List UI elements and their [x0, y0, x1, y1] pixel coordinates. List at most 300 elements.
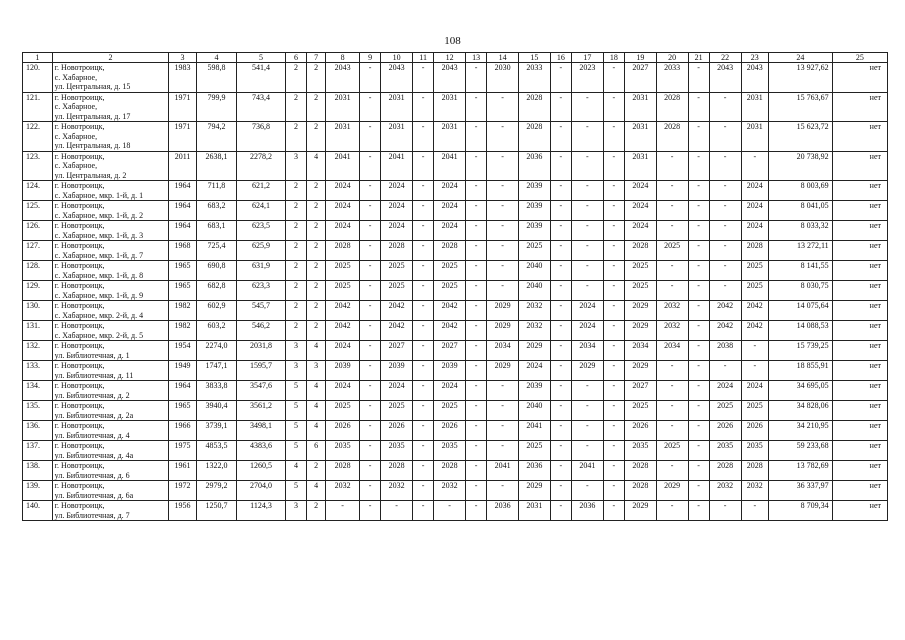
value-cell: 5	[285, 401, 306, 421]
value-cell: -	[603, 501, 624, 521]
value-cell: -	[487, 241, 519, 261]
value-cell: 598,8	[196, 63, 236, 93]
value-cell: -	[487, 481, 519, 501]
address-line: г. Новотроицк,	[54, 151, 105, 161]
value-cell: 2011	[169, 151, 197, 181]
cost-cell: 15 763,67	[769, 92, 833, 122]
address-line: г. Новотроицк,	[54, 63, 105, 72]
value-cell: -	[688, 122, 709, 152]
value-cell: -	[603, 461, 624, 481]
value-cell: -	[688, 361, 709, 381]
value-cell: -	[688, 92, 709, 122]
value-cell: -	[550, 421, 571, 441]
value-cell: 2979,2	[196, 481, 236, 501]
value-cell: 2043	[709, 63, 741, 93]
address-line: с. Хабарное,	[54, 161, 98, 170]
value-cell: 690,8	[196, 261, 236, 281]
address-line: г. Новотроицк,	[54, 501, 105, 510]
column-number-cell: 10	[381, 53, 413, 63]
value-cell: -	[741, 361, 769, 381]
value-cell: 2040	[518, 281, 550, 301]
value-cell: 2	[285, 201, 306, 221]
column-number-cell: 11	[413, 53, 434, 63]
value-cell: 2042	[381, 321, 413, 341]
value-cell: 2034	[624, 341, 656, 361]
value-cell: -	[550, 361, 571, 381]
row-number-cell: 120.	[23, 63, 53, 93]
table-row	[23, 221, 888, 241]
value-cell: 2025	[381, 281, 413, 301]
status-cell: нет	[832, 441, 887, 461]
value-cell: -	[487, 122, 519, 152]
column-number-cell: 16	[550, 53, 571, 63]
value-cell: 2028	[624, 461, 656, 481]
value-cell: 2025	[624, 401, 656, 421]
value-cell: -	[413, 63, 434, 93]
address-line: с. Хабарное,	[54, 131, 98, 141]
status-cell: нет	[832, 261, 887, 281]
value-cell: 2028	[434, 461, 466, 481]
column-number-cell: 2	[52, 53, 169, 63]
value-cell: 2024	[741, 181, 769, 201]
value-cell: 2025	[709, 401, 741, 421]
value-cell: -	[603, 341, 624, 361]
address-cell	[52, 461, 169, 481]
column-number-cell: 12	[434, 53, 466, 63]
value-cell: 2042	[434, 321, 466, 341]
value-cell: 3	[307, 361, 326, 381]
value-cell: 4	[307, 481, 326, 501]
column-number-cell: 18	[603, 53, 624, 63]
address-line: ул. Библиотечная, д. 11	[54, 370, 134, 380]
value-cell: 2029	[624, 321, 656, 341]
value-cell: -	[487, 261, 519, 281]
value-cell: 2	[307, 241, 326, 261]
cost-cell: 8 709,34	[769, 501, 833, 521]
value-cell: -	[550, 122, 571, 152]
value-cell: 2033	[518, 63, 550, 93]
cost-cell: 15 623,72	[769, 122, 833, 152]
cost-cell: 34 210,95	[769, 421, 833, 441]
value-cell: -	[603, 221, 624, 241]
row-number-cell: 139.	[23, 481, 53, 501]
address-line: с. Хабарное, мкр. 1-й, д. 9	[54, 290, 144, 300]
value-cell: -	[603, 381, 624, 401]
table-row	[23, 122, 888, 152]
value-cell: -	[360, 461, 381, 481]
value-cell: 2025	[326, 261, 360, 281]
value-cell: -	[688, 321, 709, 341]
value-cell: -	[603, 301, 624, 321]
value-cell: 2039	[518, 221, 550, 241]
value-cell: 1260,5	[237, 461, 286, 481]
value-cell: -	[550, 63, 571, 93]
value-cell: -	[603, 401, 624, 421]
value-cell: 2032	[709, 481, 741, 501]
value-cell: 2042	[741, 301, 769, 321]
status-cell: нет	[832, 301, 887, 321]
value-cell: 2024	[381, 221, 413, 241]
value-cell: 1983	[169, 63, 197, 93]
value-cell: -	[656, 361, 688, 381]
value-cell: 1964	[169, 181, 197, 201]
column-number-cell: 20	[656, 53, 688, 63]
value-cell: -	[571, 421, 603, 441]
value-cell: 4	[307, 341, 326, 361]
value-cell: 4383,6	[237, 441, 286, 461]
address-line: ул. Библиотечная, д. 1	[54, 350, 130, 360]
value-cell: -	[603, 151, 624, 181]
value-cell: -	[656, 151, 688, 181]
row-number-cell: 133.	[23, 361, 53, 381]
value-cell: -	[571, 381, 603, 401]
value-cell: -	[603, 241, 624, 261]
value-cell: -	[550, 301, 571, 321]
cost-cell: 36 337,97	[769, 481, 833, 501]
address-line: ул. Центральная, д. 2	[54, 170, 127, 180]
status-cell: нет	[832, 221, 887, 241]
value-cell: -	[550, 92, 571, 122]
table-row	[23, 421, 888, 441]
address-line: г. Новотроицк,	[54, 301, 105, 310]
value-cell: 2040	[518, 401, 550, 421]
address-line: с. Хабарное, мкр. 1-й, д. 7	[54, 250, 144, 260]
address-line: ул. Библиотечная, д. 2а	[54, 410, 134, 420]
value-cell: 2026	[624, 421, 656, 441]
value-cell: 2031,8	[237, 341, 286, 361]
value-cell: 2026	[326, 421, 360, 441]
column-number-cell: 9	[360, 53, 381, 63]
value-cell: 2	[285, 92, 306, 122]
value-cell: 2042	[326, 301, 360, 321]
value-cell: 2024	[571, 321, 603, 341]
cost-cell: 8 030,75	[769, 281, 833, 301]
value-cell: 2024	[326, 221, 360, 241]
value-cell: -	[413, 361, 434, 381]
address-line: г. Новотроицк,	[54, 122, 105, 131]
value-cell: -	[487, 421, 519, 441]
value-cell: -	[688, 401, 709, 421]
value-cell: -	[656, 201, 688, 221]
address-line: г. Новотроицк,	[54, 221, 105, 230]
value-cell: -	[465, 421, 486, 441]
value-cell: -	[709, 281, 741, 301]
value-cell: 2028	[741, 241, 769, 261]
address-line: с. Хабарное, мкр. 1-й, д. 1	[54, 190, 144, 200]
row-number-cell: 126.	[23, 221, 53, 241]
cost-cell: 59 233,68	[769, 441, 833, 461]
value-cell: 2028	[624, 241, 656, 261]
value-cell: 2	[307, 461, 326, 481]
status-cell: нет	[832, 361, 887, 381]
value-cell: -	[360, 92, 381, 122]
value-cell: 2041	[487, 461, 519, 481]
row-number-cell: 128.	[23, 261, 53, 281]
value-cell: 2042	[434, 301, 466, 321]
value-cell: 2	[307, 501, 326, 521]
value-cell: 2025	[656, 241, 688, 261]
value-cell: 2028	[518, 122, 550, 152]
value-cell: -	[603, 201, 624, 221]
value-cell: 2027	[624, 381, 656, 401]
value-cell: -	[360, 381, 381, 401]
value-cell: 2041	[518, 421, 550, 441]
value-cell: -	[413, 501, 434, 521]
value-cell: -	[360, 261, 381, 281]
value-cell: -	[688, 261, 709, 281]
table-row	[23, 361, 888, 381]
value-cell: -	[709, 181, 741, 201]
address-line: с. Хабарное,	[54, 102, 98, 111]
value-cell: 2	[285, 261, 306, 281]
value-cell: 2028	[326, 241, 360, 261]
value-cell: -	[465, 241, 486, 261]
value-cell: -	[603, 261, 624, 281]
value-cell: 2024	[381, 381, 413, 401]
cost-cell: 13 782,69	[769, 461, 833, 481]
value-cell: -	[326, 501, 360, 521]
value-cell: 1971	[169, 122, 197, 152]
value-cell: 2036	[518, 461, 550, 481]
value-cell: -	[360, 441, 381, 461]
row-number-cell: 127.	[23, 241, 53, 261]
status-cell: нет	[832, 151, 887, 181]
value-cell: 2026	[741, 421, 769, 441]
value-cell: 1966	[169, 421, 197, 441]
value-cell: -	[571, 221, 603, 241]
value-cell: -	[360, 221, 381, 241]
address-cell	[52, 281, 169, 301]
address-cell	[52, 301, 169, 321]
value-cell: 1971	[169, 92, 197, 122]
value-cell: -	[603, 361, 624, 381]
value-cell: -	[360, 321, 381, 341]
value-cell: -	[709, 241, 741, 261]
address-line: с. Хабарное, мкр. 2-й, д. 5	[54, 330, 144, 340]
column-number-cell: 24	[769, 53, 833, 63]
value-cell: -	[360, 241, 381, 261]
row-number-cell: 131.	[23, 321, 53, 341]
value-cell: 2029	[624, 361, 656, 381]
value-cell: 2	[285, 181, 306, 201]
value-cell: 1250,7	[196, 501, 236, 521]
column-number-cell: 25	[832, 53, 887, 63]
row-number-cell: 125.	[23, 201, 53, 221]
value-cell: 2028	[656, 122, 688, 152]
value-cell: 2028	[709, 461, 741, 481]
status-cell: нет	[832, 122, 887, 152]
value-cell: 2036	[571, 501, 603, 521]
value-cell: 3547,6	[237, 381, 286, 401]
value-cell: 2	[285, 241, 306, 261]
address-cell	[52, 481, 169, 501]
value-cell: -	[550, 261, 571, 281]
value-cell: 1965	[169, 261, 197, 281]
value-cell: -	[465, 381, 486, 401]
value-cell: -	[465, 461, 486, 481]
value-cell: 2	[307, 281, 326, 301]
value-cell: 2032	[434, 481, 466, 501]
value-cell: 2031	[326, 122, 360, 152]
value-cell: 541,4	[237, 63, 286, 93]
value-cell: 1954	[169, 341, 197, 361]
status-cell: нет	[832, 181, 887, 201]
value-cell: 2039	[326, 361, 360, 381]
value-cell: -	[571, 441, 603, 461]
column-number-cell: 15	[518, 53, 550, 63]
value-cell: -	[465, 201, 486, 221]
value-cell: 2042	[709, 301, 741, 321]
cost-cell: 34 695,05	[769, 381, 833, 401]
value-cell: 2043	[326, 63, 360, 93]
value-cell: 2	[307, 201, 326, 221]
table-row	[23, 501, 888, 521]
value-cell: -	[465, 321, 486, 341]
address-cell	[52, 401, 169, 421]
value-cell: -	[487, 401, 519, 421]
value-cell: -	[709, 201, 741, 221]
value-cell: 2	[307, 261, 326, 281]
value-cell: -	[688, 281, 709, 301]
value-cell: 624,1	[237, 201, 286, 221]
value-cell: 1322,0	[196, 461, 236, 481]
value-cell: 2028	[624, 481, 656, 501]
value-cell: -	[709, 151, 741, 181]
address-line: с. Хабарное, мкр. 2-й, д. 4	[54, 310, 144, 320]
column-number-cell: 6	[285, 53, 306, 63]
value-cell: 1982	[169, 321, 197, 341]
table-row	[23, 92, 888, 122]
value-cell: 2025	[741, 401, 769, 421]
status-cell: нет	[832, 63, 887, 93]
value-cell: 2042	[381, 301, 413, 321]
value-cell: 2026	[434, 421, 466, 441]
value-cell: 2039	[518, 381, 550, 401]
value-cell: 2024	[434, 201, 466, 221]
table-row	[23, 181, 888, 201]
value-cell: 2	[307, 92, 326, 122]
value-cell: -	[413, 151, 434, 181]
value-cell: 2024	[326, 201, 360, 221]
value-cell: -	[741, 341, 769, 361]
value-cell: -	[465, 181, 486, 201]
page-number: 108	[444, 35, 461, 47]
value-cell: 2032	[518, 301, 550, 321]
address-line: ул. Библиотечная, д. 6	[54, 470, 130, 480]
value-cell: -	[571, 201, 603, 221]
value-cell: 2274,0	[196, 341, 236, 361]
value-cell: 545,7	[237, 301, 286, 321]
value-cell: 3	[285, 341, 306, 361]
value-cell: -	[656, 421, 688, 441]
address-cell	[52, 201, 169, 221]
table-row	[23, 301, 888, 321]
value-cell: 4	[285, 461, 306, 481]
column-number-cell: 21	[688, 53, 709, 63]
table-row	[23, 201, 888, 221]
value-cell: -	[413, 341, 434, 361]
value-cell: -	[413, 201, 434, 221]
row-number-cell: 134.	[23, 381, 53, 401]
row-number-cell: 140.	[23, 501, 53, 521]
value-cell: 2025	[381, 401, 413, 421]
value-cell: -	[571, 261, 603, 281]
value-cell: 2024	[741, 381, 769, 401]
value-cell: -	[465, 501, 486, 521]
value-cell: -	[603, 181, 624, 201]
value-cell: 3	[285, 361, 306, 381]
value-cell: -	[688, 441, 709, 461]
value-cell: 2	[285, 321, 306, 341]
address-line: с. Хабарное,	[54, 72, 98, 82]
value-cell: -	[360, 361, 381, 381]
value-cell: -	[413, 401, 434, 421]
value-cell: 2036	[487, 501, 519, 521]
value-cell: 2	[285, 63, 306, 93]
value-cell: 683,2	[196, 201, 236, 221]
value-cell: 2039	[434, 361, 466, 381]
address-cell	[52, 221, 169, 241]
address-cell	[52, 321, 169, 341]
address-line: г. Новотроицк,	[54, 341, 105, 350]
value-cell: 602,9	[196, 301, 236, 321]
value-cell: 2031	[741, 92, 769, 122]
value-cell: 1949	[169, 361, 197, 381]
value-cell: 1964	[169, 381, 197, 401]
value-cell: -	[656, 461, 688, 481]
value-cell: -	[550, 501, 571, 521]
row-number-cell: 137.	[23, 441, 53, 461]
value-cell: 2043	[741, 63, 769, 93]
value-cell: -	[550, 321, 571, 341]
value-cell: -	[656, 501, 688, 521]
address-cell	[52, 421, 169, 441]
value-cell: 2039	[518, 201, 550, 221]
value-cell: 603,2	[196, 321, 236, 341]
value-cell: 4	[307, 401, 326, 421]
value-cell: 2025	[624, 261, 656, 281]
value-cell: 2	[285, 221, 306, 241]
value-cell: 2	[285, 301, 306, 321]
value-cell: 2036	[518, 151, 550, 181]
value-cell: -	[571, 151, 603, 181]
value-cell: 4	[307, 151, 326, 181]
value-cell: 2026	[381, 421, 413, 441]
value-cell: -	[465, 122, 486, 152]
row-number-cell: 138.	[23, 461, 53, 481]
status-cell: нет	[832, 281, 887, 301]
status-cell: нет	[832, 481, 887, 501]
column-number-cell: 19	[624, 53, 656, 63]
value-cell: -	[465, 361, 486, 381]
value-cell: -	[360, 63, 381, 93]
value-cell: -	[550, 241, 571, 261]
value-cell: 2029	[656, 481, 688, 501]
value-cell: -	[413, 421, 434, 441]
value-cell: 2024	[624, 221, 656, 241]
value-cell: -	[550, 201, 571, 221]
value-cell: -	[434, 501, 466, 521]
status-cell: нет	[832, 401, 887, 421]
value-cell: 2024	[709, 381, 741, 401]
table-row	[23, 481, 888, 501]
column-number-row	[23, 53, 888, 63]
address-cell	[52, 92, 169, 122]
value-cell: 2032	[741, 481, 769, 501]
address-line: г. Новотроицк,	[54, 181, 105, 190]
table-row	[23, 321, 888, 341]
value-cell: 2034	[571, 341, 603, 361]
